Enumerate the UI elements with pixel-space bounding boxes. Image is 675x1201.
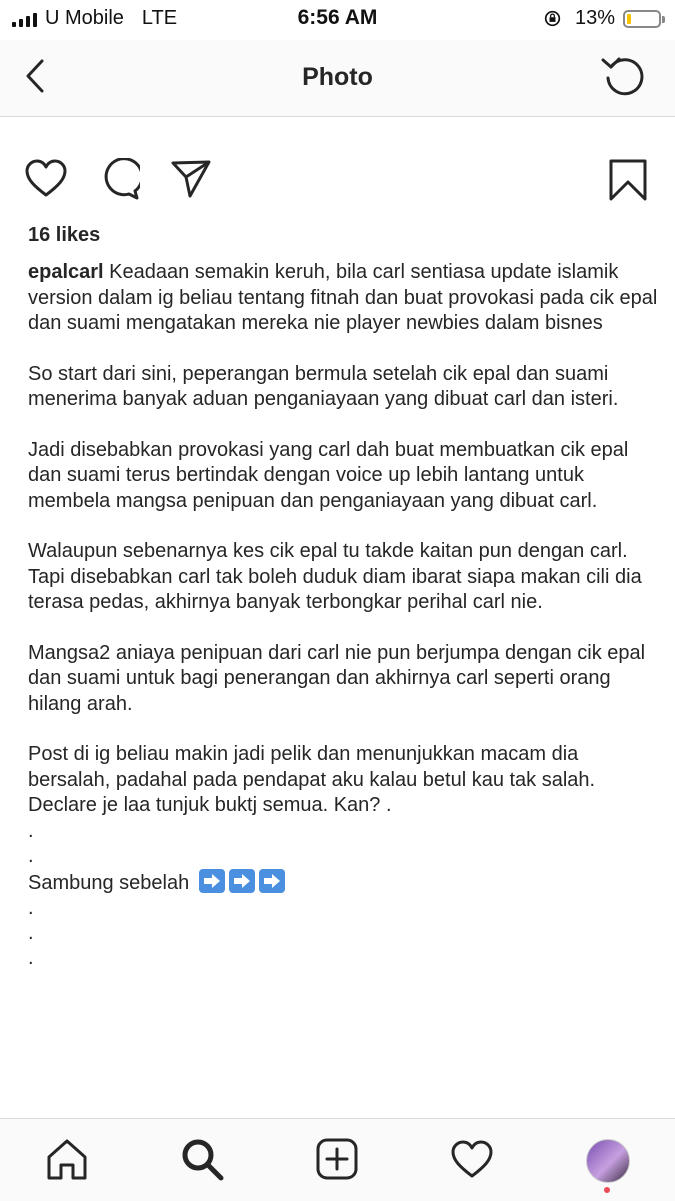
likes-count[interactable]: 16 likes bbox=[28, 224, 101, 246]
comment-icon[interactable] bbox=[98, 158, 140, 200]
username[interactable]: epalcarl bbox=[28, 261, 104, 283]
carrier-name: U Mobile bbox=[45, 7, 124, 29]
clock: 6:56 AM bbox=[297, 6, 378, 29]
caption-paragraph: Jadi disebabkan provokasi yang carl dah buat membuatkan cik epal dan suami terus bertindak dengan voice up lebih lantang untuk membela mangsa penipuan dan penganiayaan yang dibuat carl. bbox=[28, 438, 629, 512]
caption-continue: Sambung sebelah bbox=[28, 869, 658, 897]
caption-dot: . bbox=[28, 922, 34, 944]
caption-paragraph: Walaupun sebenarnya kes cik epal tu takde kaitan pun dengan carl. Tapi disebabkan carl tak boleh duduk diam ibarat siapa makan cili dia terasa pedas, akhirnya banyak terbongkar perihal carl nie. bbox=[28, 540, 642, 613]
notification-dot bbox=[604, 1187, 610, 1193]
caption-dot: . bbox=[28, 947, 34, 969]
right-arrow-icon bbox=[229, 869, 255, 893]
share-icon[interactable] bbox=[170, 158, 212, 198]
bookmark-icon[interactable] bbox=[608, 158, 648, 202]
post-caption bbox=[28, 260, 658, 971]
caption-paragraph: Mangsa2 aniaya penipuan dari carl nie pun berjumpa dengan cik epal dan suami untuk bagi penerangan dan akhirnya carl seperti orang hilang arah. bbox=[28, 641, 646, 715]
page-title: Photo bbox=[302, 63, 373, 91]
network-type: LTE bbox=[141, 7, 178, 29]
battery-fill bbox=[627, 14, 631, 24]
caption-dot: . bbox=[28, 844, 34, 867]
caption-dot: . bbox=[28, 819, 34, 842]
caption-paragraph: epalcarl Keadaan semakin keruh, bila carl sentiasa update islamik version dalam ig beliau tentang fitnah dan buat provokasi pada cik epal dan suami mengatakan mereka nie player newbies dalam bisnes bbox=[28, 261, 658, 334]
nav-bar bbox=[0, 40, 675, 117]
caption-paragraph: So start dari sini, peperangan bermula setelah cik epal dan suami menerima banyak aduan penganiayaan yang dibuat carl dan isteri. bbox=[28, 362, 619, 410]
add-post-icon[interactable] bbox=[315, 1137, 359, 1181]
activity-heart-icon[interactable] bbox=[450, 1137, 494, 1181]
battery-percent: 13% bbox=[574, 7, 615, 29]
profile-avatar[interactable] bbox=[586, 1139, 630, 1183]
right-arrow-icon bbox=[259, 869, 285, 893]
rotation-lock-icon bbox=[544, 10, 561, 27]
heart-icon[interactable] bbox=[24, 158, 68, 198]
tab-bar bbox=[0, 1118, 675, 1201]
post-actions bbox=[0, 150, 675, 212]
status-bar bbox=[0, 0, 675, 40]
right-arrow-icon bbox=[199, 869, 225, 893]
refresh-icon[interactable] bbox=[601, 52, 647, 98]
caption-dot: . bbox=[28, 897, 34, 919]
battery-icon bbox=[623, 10, 661, 28]
caption-paragraph: Post di ig beliau makin jadi pelik dan menunjukkan macam dia bersalah, padahal pada pendapat aku kalau betul kau tak salah. Declare je laa tunjuk buktj semua. Kan? . bbox=[28, 743, 596, 816]
home-icon[interactable] bbox=[45, 1137, 89, 1181]
search-icon[interactable] bbox=[180, 1137, 224, 1181]
